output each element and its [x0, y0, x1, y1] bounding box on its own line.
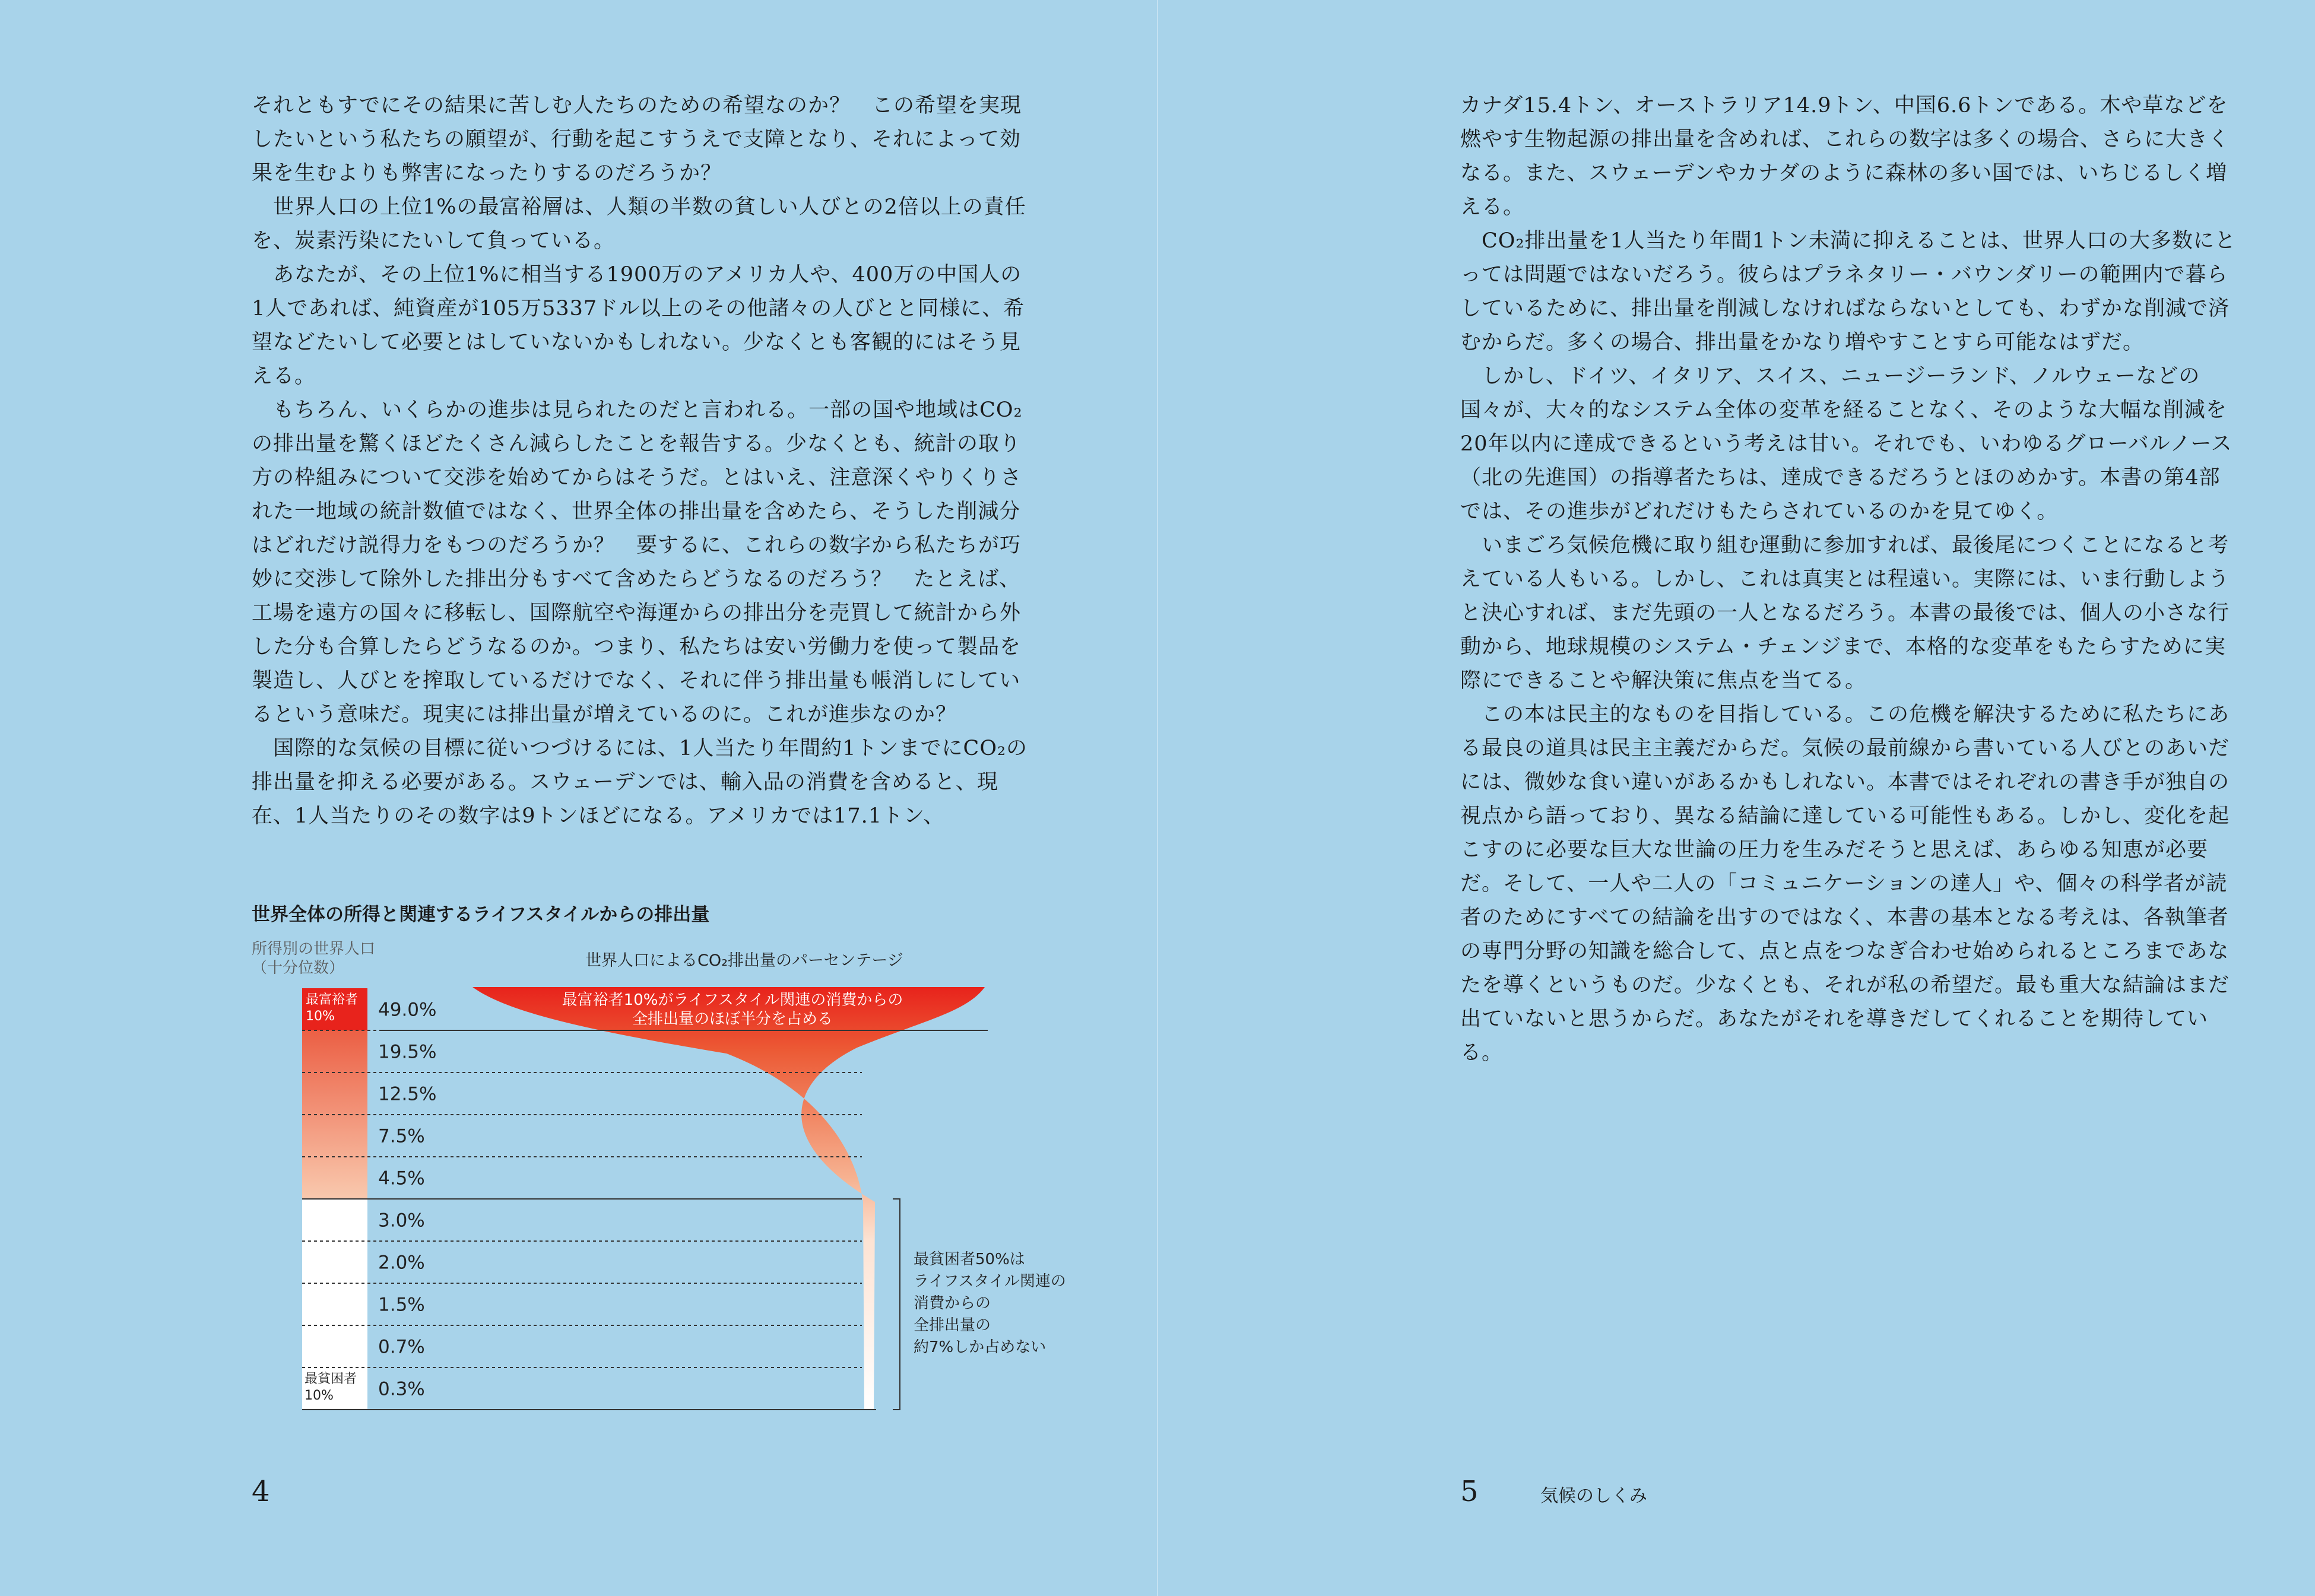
paragraph: CO₂排出量を1人当たり年間1トン未満に抑えることは、世界人口の大多数にとっては問題ではないだろう。彼らはプラネタリー・バウンダリーの範囲内で暮らしているために、排出量を削減しなければならないとしても、わずかな削減で済むからだ。多くの場合、排出量をかなり増やすことすら可能なはずだ。 — [1460, 229, 2237, 354]
bar-value-label: 19.5% — [378, 1041, 437, 1063]
category-label-richest-pct: 10% — [306, 1009, 335, 1024]
bar-value-label: 0.3% — [378, 1378, 425, 1400]
page-spine — [1157, 0, 1158, 1596]
bar-value-label: 4.5% — [378, 1167, 425, 1189]
category-label-richest: 最富裕者 — [306, 992, 359, 1007]
bar — [367, 1406, 368, 1407]
paragraph: いまごろ気候危機に取り組む運動に参加すれば、最後尾につくことになると考えている人もいる。しかし、これは真実とは程遠い。実際には、いま行動しようと決心すれば、まだ先頭の一人となるだろう。本書の最後では、個人の小さな行動から、地球規模のシステム・チェンジまで、本格的な変革をもたらすために実際にできることや解決策に焦点を当てる。 — [1460, 534, 2230, 693]
y-axis-label-2: （十分位数） — [252, 959, 345, 977]
paragraph: もちろん、いくらかの進歩は見られたのだと言われる。一部の国や地域はCO₂の排出量を驚くほどたくさん減らしたことを報告する。少なくとも、統計の取り方の枠組みについて交渉を始めてからはそうだ。とはいえ、注意深くやりくりされた一地域の統計数値ではなく、世界全体の排出量を含めたら、そうした削減分はどれだけ説得力をもつのだろうか？ 要するに、これらの数字から私たちが巧妙に交渉して除外した排出分もすべて含めたらどうなるのだろう？ たとえば、工場を遠方の国々に移転し、国際航空や海運からの排出分を売買して統計から外した分も合算したらどうなるのか。つまり、私たちは安い労働力を使って製品を製造し、人びとを搾取しているだけでなく、それに伴う排出量も帳消しにしているという意味だ。現実には排出量が増えているのに。これが進歩なのか？ — [252, 398, 1023, 726]
bar — [367, 1195, 368, 1197]
paragraph: あなたが、その上位1%に相当する1900万のアメリカ人や、400万の中国人の1人であれば、純資産が105万5337ドル以上のその他諸々の人びとと同様に、希望などたいして必要とはしていないかもしれない。少なくとも客観的にはそう見える。 — [252, 263, 1025, 388]
category-label-poorest: 最貧困者 — [305, 1372, 357, 1386]
left-page-body — [252, 89, 1029, 833]
bar — [367, 1280, 368, 1281]
running-head: 気候のしくみ — [1540, 1486, 1647, 1506]
bar-value-label: 49.0% — [378, 999, 437, 1021]
chart-title: 世界全体の所得と関連するライフスタイルからの排出量 — [252, 904, 710, 925]
bar-value-label: 7.5% — [378, 1125, 425, 1147]
bar-value-label: 2.0% — [378, 1252, 425, 1274]
bar — [367, 1364, 368, 1365]
poorest-annotation-line: 消費からの — [914, 1294, 991, 1312]
paragraph: 世界人口の上位1%の最富裕層は、人類の半数の貧しい人びとの2倍以上の責任を、炭素汚染にたいして負っている。 — [252, 195, 1026, 253]
poorest-annotation-line: ライフスタイル関連の — [914, 1273, 1066, 1290]
bar-value-label: 12.5% — [378, 1083, 437, 1105]
bar — [367, 1111, 369, 1112]
bar-value-label: 0.7% — [378, 1336, 425, 1358]
right-page-body — [1460, 89, 2238, 1070]
x-axis-label: 世界人口によるCO₂排出量のパーセンテージ — [585, 951, 903, 970]
poorest-annotation-line: 約7%しか占めない — [914, 1338, 1046, 1356]
page-number-left: 4 — [252, 1475, 270, 1508]
richest-annotation-2: 全排出量のほぼ半分を占める — [632, 1010, 833, 1028]
bar — [367, 1069, 370, 1070]
paragraph: それともすでにその結果に苦しむ人たちのための希望なのか？ この希望を実現したいという私たちの願望が、行動を起こすうえで支障となり、それによって効果を生むよりも弊害になったりするのだろうか？ — [252, 94, 1022, 185]
bar-value-label: 1.5% — [378, 1294, 425, 1316]
poorest-bracket — [893, 1199, 900, 1410]
y-axis-label: 所得別の世界人口 — [252, 940, 376, 958]
bar — [367, 1153, 369, 1154]
page-number-right: 5 — [1460, 1475, 1479, 1508]
bar-value-label: 3.0% — [378, 1210, 425, 1232]
bar — [367, 1238, 368, 1239]
paragraph: カナダ15.4トン、オーストラリア14.9トン、中国6.6トンである。木や草などを燃やす生物起源の排出量を含めれば、これらの数字は多くの場合、さらに大きくなる。また、スウェーデンやカナダのように森林の多い国では、いちじるしく増える。 — [1460, 94, 2230, 219]
paragraph: しかし、ドイツ、イタリア、スイス、ニュージーランド、ノルウェーなどの国々が、大々的なシステム全体の変革を経ることなく、そのような大幅な削減を20年以内に達成できるという考えは甘い。それでも、いわゆるグローバルノース（北の先進国）の指導者たちは、達成できるだろうとほのめかす。本書の第4部では、その進歩がどれだけもたらされているのかを見てゆく。 — [1460, 364, 2232, 523]
bar — [367, 1027, 373, 1028]
poorest-annotation-line: 最貧困者50%は — [914, 1251, 1025, 1268]
poorest-annotation-line: 全排出量の — [914, 1316, 991, 1334]
bar — [367, 1322, 368, 1323]
richest-annotation: 最富裕者10%がライフスタイル関連の消費からの — [562, 991, 903, 1009]
paragraph: この本は民主的なものを目指している。この危機を解決するために私たちにある最良の道具は民主主義だからだ。気候の最前線から書いている人びとのあいだには、微妙な食い違いがあるかもしれない。本書ではそれぞれの書き手が独自の視点から語っており、異なる結論に達している可能性もある。しかし、変化を起こすのに必要な巨大な世論の圧力を生みだそうと思えば、あらゆる知恵が必要だ。そして、一人や二人の「コミュニケーションの達人」や、個々の科学者が読者のためにすべての結論を出すのではなく、本書の基本となる考えは、各執筆者の専門分野の知識を総合して、点と点をつなぎ合わせ始められるところまであなたを導くというものだ。少なくとも、それが私の希望だ。最も重大な結論はまだ出ていないと思うからだ。あなたがそれを導きだしてくれることを期待している。 — [1460, 703, 2230, 1065]
paragraph: 国際的な気候の目標に従いつづけるには、1人当たり年間約1トンまでにCO₂の排出量を抑える必要がある。スウェーデンでは、輸入品の消費を含めると、現在、1人当たりのその数字は9トンほどになる。アメリカでは17.1トン、 — [252, 737, 1028, 828]
category-label-poorest-pct: 10% — [305, 1388, 334, 1403]
emissions-chart — [252, 935, 1066, 1422]
